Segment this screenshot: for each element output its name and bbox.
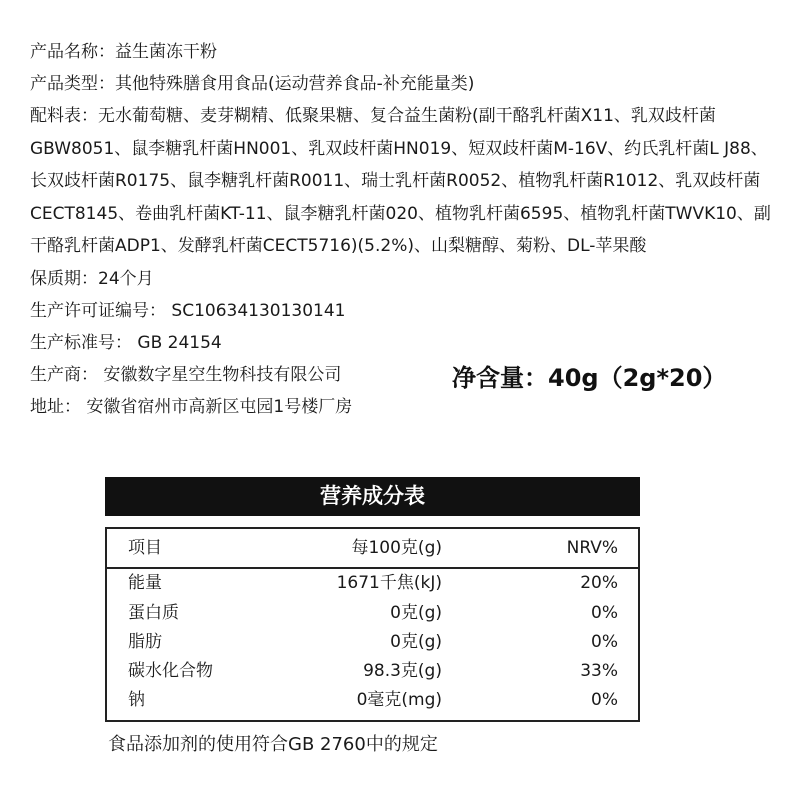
nutrition-row-protein [107,599,638,627]
nutrient-nrv: 0% [591,603,618,623]
nutrition-table [105,527,640,722]
nutrient-nrv: 0% [591,632,618,652]
nutrient-nrv: 20% [580,573,618,593]
nutrient-amount: 0克(g) [390,632,442,652]
additive-compliance-note: 食品添加剂的使用符合GB 2760中的规定 [108,734,438,755]
production-license: 生产许可证编号： SC10634130130141 [30,300,346,321]
nutrition-row-carbohydrate [107,657,638,685]
nutrient-name: 蛋白质 [128,603,179,623]
production-standard: 生产标准号： GB 24154 [30,332,222,353]
shelf-life: 保质期：24个月 [30,268,154,289]
header-per-100g: 每100克(g) [351,538,442,558]
nutrient-name: 碳水化合物 [128,661,213,681]
nutrition-row-sodium [107,686,638,714]
nutrient-amount: 0毫克(mg) [356,690,442,710]
manufacturer: 生产商： 安徽数字星空生物科技有限公司 [30,364,342,385]
nutrition-table-title: 营养成分表 [105,477,640,516]
nutrient-name: 钠 [128,690,145,710]
nutrition-row-energy [107,569,638,597]
net-content: 净含量：40g（2g*20） [452,364,727,392]
header-nrv: NRV% [566,538,618,558]
nutrient-name: 脂肪 [128,632,162,652]
nutrient-amount: 98.3克(g) [363,661,442,681]
nutrient-amount: 0克(g) [390,603,442,623]
address: 地址： 安徽省宿州市高新区屯园1号楼厂房 [30,396,353,417]
product-name: 产品名称：益生菌冻干粉 [30,42,217,62]
ingredients-list: 配料表：无水葡萄糖、麦芽糊精、低聚果糖、复合益生菌粉(副干酪乳杆菌X11、乳双歧杆菌GBW8051、鼠李糖乳杆菌HN001、乳双歧杆菌HN019、短双歧杆菌M-16V、约氏乳杆菌L J88、长双歧杆菌R0175、鼠李糖乳杆菌R0011、瑞士乳杆菌R0052、植物乳杆菌R1012、乳双歧杆菌CECT8145、卷曲乳杆菌KT-11、鼠李糖乳杆菌020、植物乳杆菌6595、植物乳杆菌TWVK10、副干酪乳杆菌ADP1、发酵乳杆菌CECT5716)(5.2%)、山梨糖醇、菊粉、DL-苹果酸 [30,106,771,256]
header-item: 项目 [128,538,162,558]
nutrition-header-row [107,534,638,562]
product-type: 产品类型：其他特殊膳食用食品(运动营养食品-补充能量类) [30,74,475,94]
nutrient-amount: 1671千焦(kJ) [336,573,442,593]
nutrition-row-fat [107,628,638,656]
nutrient-name: 能量 [128,573,162,593]
nutrient-nrv: 0% [591,690,618,710]
nutrient-nrv: 33% [580,661,618,681]
